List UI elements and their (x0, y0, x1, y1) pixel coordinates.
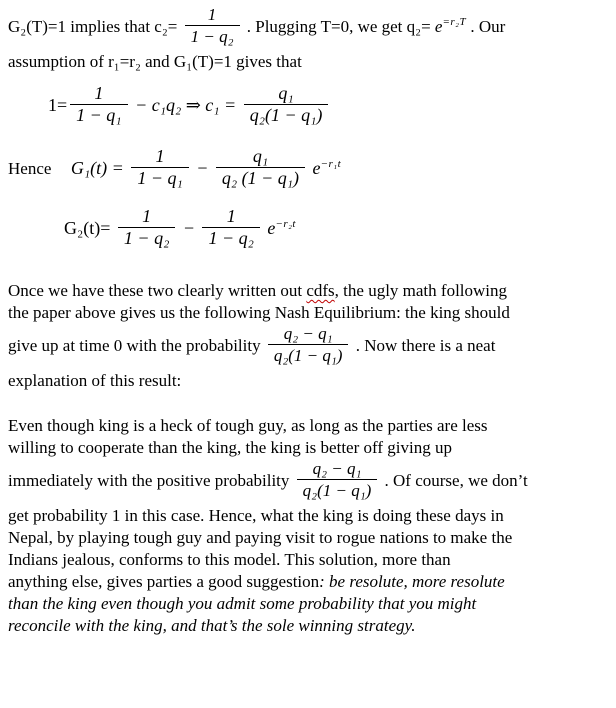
minus-sign: − (196, 158, 209, 179)
text-run: , the ugly math following (334, 281, 508, 300)
minus-sign: − (182, 218, 195, 239)
text-run: . Of course, we don’t (384, 470, 528, 490)
exponent: −r₁t (320, 158, 342, 171)
misspelled-word: cdfs (306, 281, 335, 300)
paragraph-nash (8, 280, 610, 392)
euler-e: e (434, 16, 443, 36)
fraction-numerator: 1 (155, 146, 165, 166)
text-run: the paper above gives us the following Nash Equilibrium: the king should (8, 303, 510, 322)
text-run: explanation of this result: (8, 371, 182, 390)
fraction (70, 83, 127, 126)
text-run: give up at time 0 with the probability (8, 335, 261, 355)
fraction-numerator: q₂ − q₁ (312, 459, 362, 478)
fraction (268, 323, 349, 366)
text-run: . Plugging T=0, we get q₂= (246, 16, 431, 36)
equation-g2 (64, 207, 610, 253)
exponent: −r₂t (275, 218, 296, 231)
fraction-numerator: 1 (207, 5, 217, 24)
fraction (185, 4, 240, 47)
equation-g1 (8, 147, 610, 193)
text-line (8, 571, 610, 593)
text-line (8, 5, 610, 51)
fraction-denominator: q₂ (1 − q₁) (216, 167, 305, 189)
fraction (244, 83, 329, 126)
text-line (8, 51, 610, 73)
equation-lhs: G₁(t) = (70, 158, 124, 179)
fraction-denominator: 1 − q₁ (131, 167, 188, 189)
text-run: anything else, gives parties a good suggestion (8, 572, 320, 591)
text-line (8, 324, 610, 370)
text-run: willing to cooperate than the king, the king is better off giving up (8, 438, 452, 457)
text-line (8, 593, 610, 615)
fraction-denominator: q₂(1 − q₁) (297, 479, 378, 501)
fraction-numerator: q₂ − q₁ (283, 324, 333, 343)
fraction (118, 206, 175, 249)
fraction-denominator: 1 − q₂ (118, 227, 175, 249)
text-line (8, 505, 610, 527)
fraction-denominator: q₂(1 − q₁) (244, 104, 329, 126)
fraction (216, 146, 305, 189)
text-run: Once we have these two clearly written out (8, 281, 303, 300)
exponent: =r₂T (442, 15, 467, 28)
text-run: get probability 1 in this case. Hence, what the king is doing these days in (8, 506, 504, 525)
fraction-numerator: q₁ (252, 146, 269, 166)
equation-lhs: G₂(t)= (64, 218, 111, 239)
text-run: . Our (470, 16, 506, 36)
euler-e: e (267, 218, 276, 239)
italic-run: : be resolute, more resolute (319, 572, 505, 591)
text-line (8, 549, 610, 571)
fraction (131, 146, 188, 189)
text-line (8, 615, 610, 637)
text-run: Even though king is a heck of tough guy, as long as the parties are less (8, 416, 488, 435)
equation-c1 (48, 84, 610, 130)
fraction-numerator: q₁ (278, 83, 294, 103)
text-run: Nepal, by playing tough guy and paying visit to rogue nations to make the (8, 528, 513, 547)
text-run: assumption of r₁=r₂ and G₁(T)=1 gives that (8, 52, 302, 71)
text-run: G₂(T)=1 implies that c₂= (8, 16, 178, 36)
fraction-denominator: 1 − q₂ (185, 25, 240, 47)
paragraph-explanation (8, 415, 610, 637)
text-line (8, 459, 610, 505)
fraction-denominator: 1 − q₂ (202, 227, 259, 249)
text-run: Indians jealous, conforms to this model. This solution, more than (8, 550, 451, 569)
fraction-denominator: 1 − q₁ (70, 104, 127, 126)
text-line (8, 370, 610, 392)
fraction-numerator: 1 (142, 206, 152, 226)
fraction (202, 206, 259, 249)
equation-middle: − c₁q₂ ⇒ c₁ = (135, 95, 237, 116)
hence-label: Hence (8, 159, 52, 179)
text-line (8, 415, 610, 437)
fraction-numerator: 1 (226, 206, 236, 226)
equation-lhs: 1= (48, 95, 68, 116)
text-run: . Now there is a neat (355, 335, 496, 355)
text-run: immediately with the positive probability (8, 470, 290, 490)
italic-run: than the king even though you admit some probability that you might (8, 594, 477, 613)
fraction-numerator: 1 (94, 83, 104, 103)
text-line (8, 302, 610, 324)
text-line (8, 280, 610, 302)
text-line (8, 437, 610, 459)
fraction (297, 458, 378, 501)
paragraph-intro (8, 5, 610, 73)
text-line (8, 527, 610, 549)
fraction-denominator: q₂(1 − q₁) (268, 344, 349, 366)
italic-run: reconcile with the king, and that’s the sole winning strategy. (8, 616, 416, 635)
euler-e: e (312, 158, 321, 179)
